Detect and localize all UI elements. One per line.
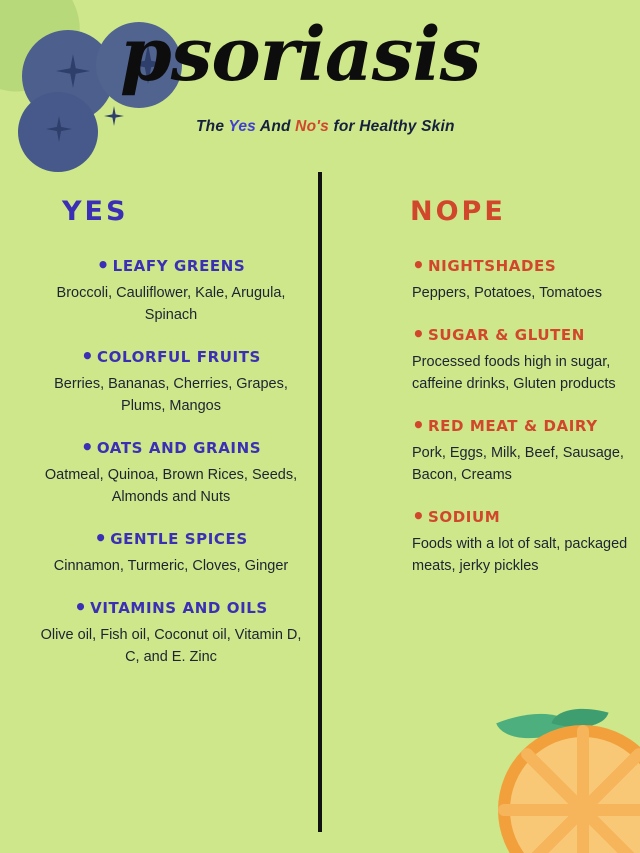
list-item — [36, 439, 306, 508]
subtitle-no: No's — [295, 118, 329, 135]
group-title: • SODIUM — [412, 508, 634, 526]
subtitle-yes: Yes — [228, 118, 256, 135]
group-body: Broccoli, Cauliflower, Kale, Arugula, Spinach — [56, 285, 286, 324]
list-item — [402, 508, 634, 577]
group-title: • LEAFY GREENS — [97, 257, 246, 275]
subtitle-suffix: for Healthy Skin — [328, 118, 455, 135]
list-item — [36, 599, 306, 668]
group-body: Processed foods high in sugar, caffeine drinks, Gluten products — [412, 354, 616, 393]
list-item — [402, 417, 634, 486]
group-body: Olive oil, Fish oil, Coconut oil, Vitamin D, C, and E. Zinc — [40, 627, 302, 666]
column-divider — [318, 172, 322, 832]
yes-column-heading: YES — [62, 196, 129, 227]
group-body: Cinnamon, Turmeric, Cloves, Ginger — [53, 558, 289, 575]
group-title: • VITAMINS AND OILS — [74, 599, 268, 617]
list-item — [36, 530, 306, 577]
group-title: • COLORFUL FRUITS — [81, 348, 261, 366]
page-title: psoriasis — [120, 12, 481, 98]
subtitle-mid: And — [256, 118, 296, 135]
list-item — [402, 326, 634, 395]
group-title: • GENTLE SPICES — [94, 530, 248, 548]
group-body: Pork, Eggs, Milk, Beef, Sausage, Bacon, Creams — [412, 445, 624, 484]
yes-column — [36, 196, 306, 690]
group-body: Peppers, Potatoes, Tomatoes — [412, 285, 602, 301]
group-body: Berries, Bananas, Cherries, Grapes, Plums, Mangos — [54, 376, 288, 415]
group-body: Foods with a lot of salt, packaged meats, jerky pickles — [412, 536, 628, 575]
list-item — [402, 257, 634, 304]
orange-slice-icon — [498, 725, 640, 853]
poster-header — [0, 0, 640, 165]
group-title: • OATS AND GRAINS — [81, 439, 261, 457]
list-item — [36, 348, 306, 417]
list-item — [36, 257, 306, 326]
no-column — [402, 196, 634, 599]
no-column-heading: NOPE — [410, 196, 506, 227]
group-title: • RED MEAT & DAIRY — [412, 417, 634, 435]
group-body: Oatmeal, Quinoa, Brown Rices, Seeds, Almonds and Nuts — [44, 467, 298, 506]
subtitle-prefix: The — [196, 118, 229, 135]
group-title: • SUGAR & GLUTEN — [412, 326, 634, 344]
group-title: • NIGHTSHADES — [412, 257, 634, 275]
page-subtitle — [196, 118, 455, 136]
